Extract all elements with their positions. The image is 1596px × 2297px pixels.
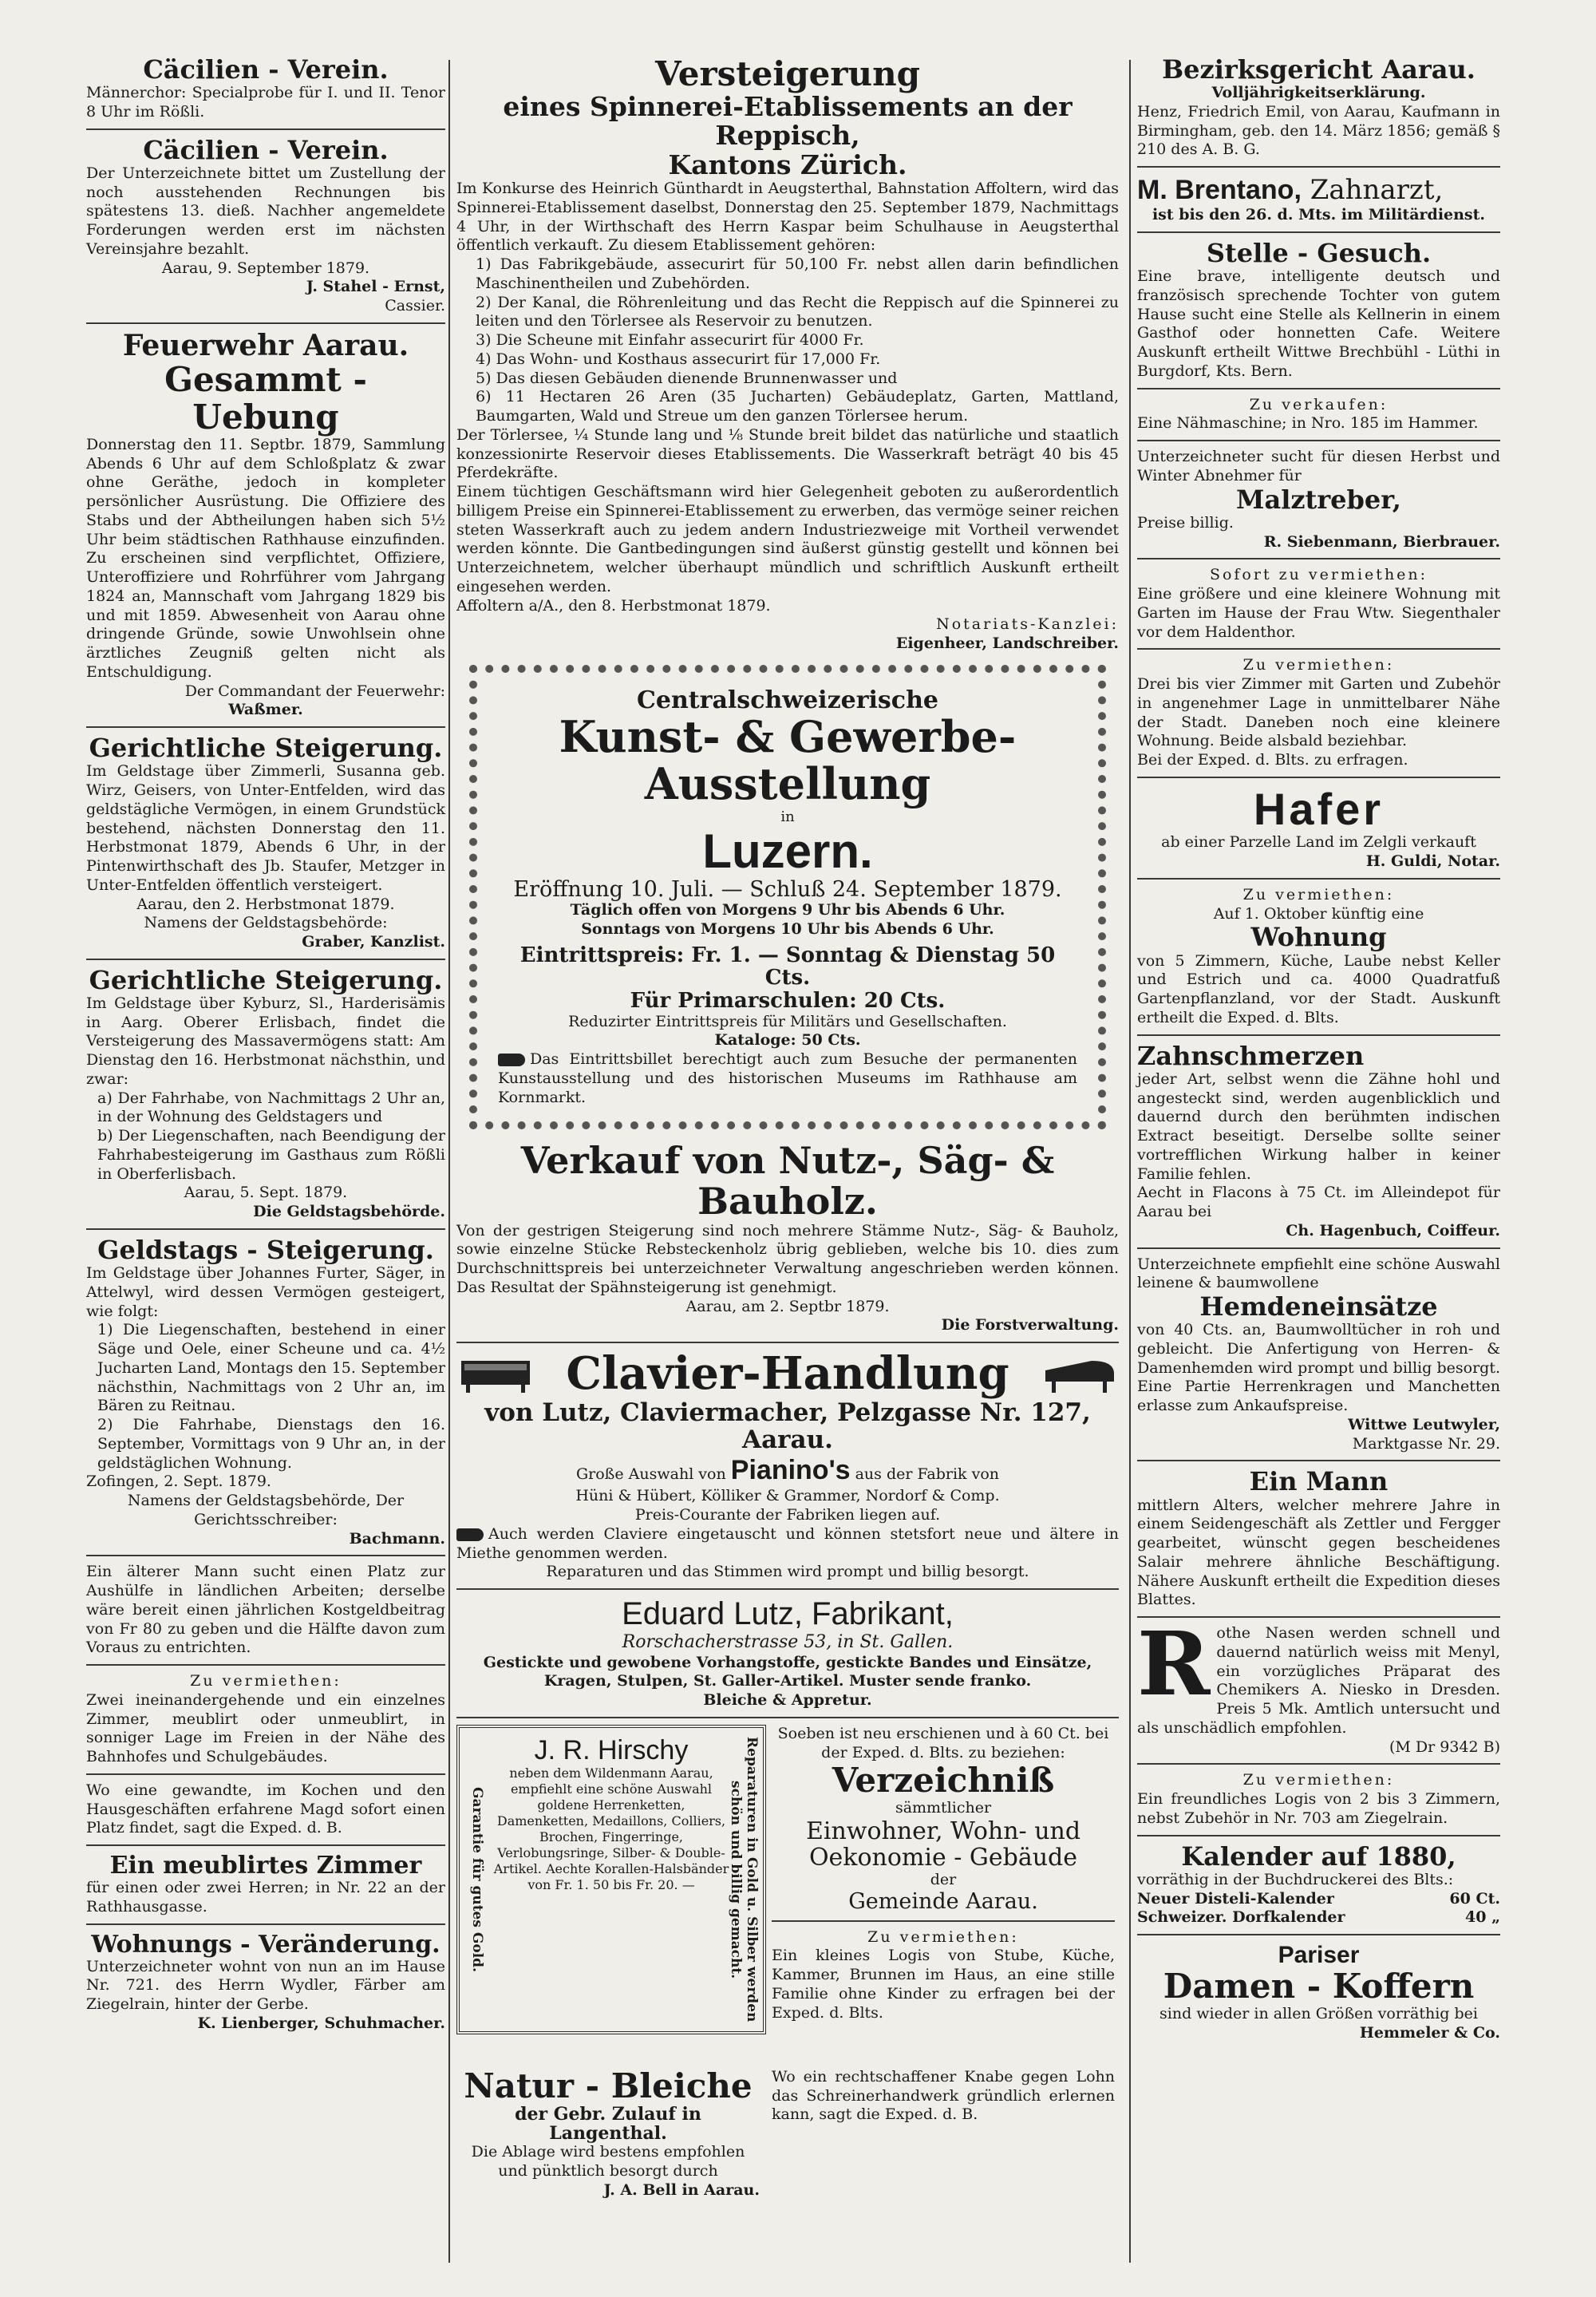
ad-malz bbox=[1137, 448, 1500, 552]
middle-column bbox=[456, 56, 1119, 2212]
knabe-text: Wo ein rechtschaffener Knabe gegen Lohn das Schreinerhandwerk gründlich erlernen kann, sagt die Exped. d. B. bbox=[772, 2067, 1115, 2124]
signature: J. A. Bell in Aarau. bbox=[603, 2180, 760, 2199]
clavier-brand: Pianino's bbox=[730, 1454, 851, 1485]
bleiche-text: Die Ablage wird bestens empfohlen und pünktlich besorgt durch bbox=[471, 2143, 745, 2180]
steigerung-text: Im Geldstage über Zimmerli, Susanna geb. Wirz, Geisers, von Unter-Entfelden, wird das geldstägliche Vermögen, in einem Grundstück bestehend, nächsten Donnerstag den 11. Herbstmonat 1879, Abends 6 Uhr, in der Pintenwirthschaft des Jb. Staufer, Metzger in Unter-Entfelden öffentlich versteigert. bbox=[86, 762, 445, 894]
right-column bbox=[1137, 56, 1500, 2050]
ad-wohnung bbox=[1137, 886, 1500, 1028]
hemden-addr: Marktgasse Nr. 29. bbox=[1352, 1434, 1500, 1453]
meubl-title: Ein meublirtes Zimmer bbox=[109, 1852, 422, 1880]
ad-verzeichniss bbox=[772, 1725, 1115, 2023]
name: Bachmann. bbox=[349, 1529, 445, 1548]
signature: Wittwe Leutwyler, bbox=[1348, 1415, 1500, 1433]
caecilien-title: Cäcilien - Verein. bbox=[143, 54, 389, 85]
ausstellung-reduced: Reduzirter Eintrittspreis für Militärs und Gesellschaften. bbox=[568, 1012, 1007, 1030]
ad-meublirtes-zimmer bbox=[86, 1852, 445, 1917]
brentano-name: M. Brentano, bbox=[1137, 175, 1302, 206]
mid-bottom-row bbox=[456, 1725, 1119, 2068]
ad-ein-mann bbox=[1137, 1468, 1500, 1610]
caecilien-text: Männerchor: Specialprobe für I. und II. Tenor 8 Uhr im Rößli. bbox=[86, 84, 445, 121]
malz-text2: Preise billig. bbox=[1137, 513, 1234, 532]
hemden-text2: von 40 Cts. an, Baumwolltücher in roh und gebleicht. Die Anfertigung von Herren- & Damenhemden wird prompt und billig besorgt. Eine Partie Herrenkragen und Manchetten erlasse zum Ankaufspreise. bbox=[1137, 1321, 1500, 1415]
hemden-text: Unterzeichnete empfiehlt eine schöne Auswahl leinene & baumwollene bbox=[1137, 1255, 1500, 1292]
piano-icon bbox=[460, 1354, 531, 1394]
hafer-text: ab einer Parzelle Land im Zelgli verkauft bbox=[1161, 833, 1476, 852]
steigerung-title: Gerichtliche Steigerung. bbox=[89, 964, 443, 995]
signature: Namens der Geldstagsbehörde, Der Gerichtsschreiber: bbox=[127, 1492, 405, 1528]
ad-magd bbox=[86, 1781, 445, 1838]
mid-final-row bbox=[456, 2068, 1119, 2212]
stelle-title: Stelle - Gesuch. bbox=[1206, 237, 1432, 268]
steigerung-text: Im Geldstage über Kyburz, Sl., Harderisämis in Aarg. Oberer Erlisbach, findet die Versteigerung des Massavermögens statt: Am Dienstag den 16. Herbstmonat nächsthin, und zwar: bbox=[86, 994, 445, 1088]
ausstellung-in: in bbox=[780, 808, 795, 825]
versteigerung-sub: eines Spinnerei-Etablissements an der Reppisch, bbox=[503, 91, 1073, 152]
meubl-text: für einen oder zwei Herren; in Nr. 22 an der Rathhausgasse. bbox=[86, 1879, 445, 1915]
zimmer3-sig: Bei der Exped. d. Blts. zu erfragen. bbox=[1137, 751, 1408, 769]
brentano-row bbox=[1137, 174, 1500, 206]
mann-title: Ein Mann bbox=[1249, 1466, 1389, 1497]
ad-wohnungen bbox=[1137, 566, 1500, 642]
ad-zahnschmerzen bbox=[1137, 1042, 1500, 1241]
ad-ausstellung bbox=[469, 665, 1106, 1130]
verzeichniss-line1: sämmtlicher bbox=[895, 1799, 992, 1817]
steigerung-title: Gerichtliche Steigerung. bbox=[89, 733, 443, 764]
clavier-line4-row bbox=[456, 1525, 1119, 1564]
zimmer3-text: Drei bis vier Zimmer mit Garten und Zubehör in angenehmer Lage in unmittelbarer Nähe der Stadt. Daneben noch eine kleinere Wohnung. Beide alsbald beziehbar. bbox=[1137, 675, 1500, 750]
kalender-row2-price: 40 „ bbox=[1465, 1908, 1500, 1927]
wohnungen-text: Eine größere und eine kleinere Wohnung mit Garten im Hause der Frau Wtw. Siegenthaler vor dem Haldenthor. bbox=[1137, 585, 1500, 641]
holz-text: Von der gestrigen Steigerung sind noch mehrere Stämme Nutz-, Säg- & Bauholz, sowie einzelne Stücke Rebsteckenholz übrig geblieben, welche bis 10. dies zum Durchschnittspreis bei unterzeichneter Verwaltung angeschrieben werden können. Das Resultat der Spähnsteigerung ist genehmigt. bbox=[456, 1221, 1119, 1296]
ad-brentano bbox=[1137, 174, 1500, 225]
clavier-line1 bbox=[456, 1453, 1119, 1488]
signature: R. Siebenmann, Bierbrauer. bbox=[1263, 532, 1500, 551]
nasen-body bbox=[1137, 1612, 1500, 1738]
holz-title: Verkauf von Nutz-, Säg- & Bauholz. bbox=[520, 1139, 1055, 1223]
ad-hirschy bbox=[456, 1725, 766, 2034]
clavier-by: von Lutz, Claviermacher, Pelzgasse Nr. 127, Aarau. bbox=[484, 1398, 1091, 1454]
signature: Namens der Geldstagsbehörde: bbox=[144, 914, 388, 932]
grand-piano-icon bbox=[1044, 1354, 1116, 1394]
ausstellung-schools: Für Primarschulen: 20 Cts. bbox=[630, 988, 946, 1013]
verzeichniss-line4: der bbox=[930, 1871, 957, 1889]
versteigerung-item: 6) 11 Hectaren 26 Aren (35 Jucharten) Gebäudeplatz, Garten, Mattland, Baumgarten, Wald und Streue um den ganzen Törlersee herum. bbox=[476, 388, 1119, 425]
column-rule-left bbox=[448, 60, 450, 2263]
zahn-text2: Aecht in Flacons à 75 Ct. im Alleindepot für Aarau bei bbox=[1137, 1184, 1500, 1221]
left-column bbox=[86, 56, 445, 2040]
bezirk-text: Henz, Friedrich Emil, von Aarau, Kaufmann in Birmingham, geb. den 14. März 1856; gemäß § 210 des A. B. G. bbox=[1137, 102, 1500, 159]
ausstellung-catalog: Kataloge: 50 Cts. bbox=[714, 1031, 861, 1050]
verzeichniss-intro: Soeben ist neu erschienen und à 60 Ct. bei der Exped. d. Blts. zu beziehen: bbox=[777, 1724, 1109, 1761]
malz-title: Malztreber, bbox=[1236, 484, 1401, 515]
stelle-text: Eine brave, intelligente deutsch und französisch sprechende Tochter von gutem Hause sucht eine Stelle als Kellnerin in einem Gasthof oder honnetten Cafe. Weitere Auskunft ertheilt Wittwe Brechbühl - Lüthi in Burgdorf, Kts. Bern. bbox=[1137, 267, 1500, 380]
wohnungen-title: Sofort zu vermiethen: bbox=[1209, 566, 1428, 584]
versteigerung-item: 5) Das diesen Gebäuden dienende Brunnenwasser und bbox=[476, 369, 898, 387]
signature: Die Geldstagsbehörde. bbox=[253, 1203, 445, 1221]
versteigerung-text3: Einem tüchtigen Geschäftsmann wird hier Gelegenheit geboten zu außerordentlich billigem Preise ein Spinnerei-Etablissement zu erwerben, das vermöge seiner reichen steten Wasserkraft auch zu jedem andern Industriezweige mit Vortheil verwendet werden könnte. Die Gantbedingungen sind äußerst günstig gestellt und können bei Unterzeichnetem, welcher überhaupt mündlich und schriftlich Auskunft ertheilt eingesehen werden. bbox=[456, 483, 1119, 595]
ausstellung-open2: Sonntags von Morgens 10 Uhr bis Abends 6 Uhr. bbox=[581, 920, 994, 939]
date: Aarau, am 2. Septbr 1879. bbox=[685, 1297, 890, 1315]
ad-lutz bbox=[456, 1596, 1119, 1710]
bezirk-sub: Volljährigkeitserklärung. bbox=[1211, 84, 1426, 102]
hirschy-side-left: Garantie für gutes Gold. bbox=[469, 1786, 485, 1972]
ausstellung-city: Luzern. bbox=[702, 824, 873, 878]
hafer-title: Hafer bbox=[1253, 783, 1385, 834]
clavier-line2: Hüni & Hübert, Kölliker & Grammer, Nordorf & Comp. bbox=[575, 1487, 1000, 1505]
wohnung-text2: von 5 Zimmern, Küche, Laube nebst Keller und Estrich und ca. 4000 Quadratfuß Gartenpflanzland, vor der Stadt. Auskunft ertheilt die Exped. d. Blts. bbox=[1137, 951, 1500, 1026]
versteigerung-text: Im Konkurse des Heinrich Günthardt in Aeugsterthal, Bahnstation Affoltern, wird das Spinnerei-Etablissement daselbst, Donnerstag den 25. September 1879, Nachmittags 4 Uhr, in der Wirthschaft des Herrn Kaspar beim Schulhause in Aeugsterthal öffentlich verkauft. Zu diesem Etablissement gehören: bbox=[456, 180, 1119, 255]
ad-holz bbox=[456, 1141, 1119, 1335]
kalender-title: Kalender auf 1880, bbox=[1181, 1840, 1456, 1872]
clavier-line3: Preis-Courante der Fabriken liegen auf. bbox=[634, 1506, 941, 1524]
ad-geldstags bbox=[86, 1236, 445, 1548]
ad-bezirk bbox=[1137, 56, 1500, 160]
clavier-line1-text: Große Auswahl von bbox=[575, 1465, 726, 1483]
ad-wohnungs-veraenderung bbox=[86, 1931, 445, 2034]
zimmer-text: Zwei ineinandergehende und ein einzelnes Zimmer, meublirt oder unmeublirt, in sonniger Lage im Freien in der Nähe des Bahnhofes und Schulgebäudes. bbox=[86, 1690, 445, 1766]
nasen-code: (M Dr 9342 B) bbox=[1389, 1738, 1500, 1756]
wohnung-title: Zu vermiethen: bbox=[1242, 885, 1395, 903]
versteigerung-items bbox=[456, 255, 1119, 426]
nasen-text: othe Nasen werden schnell und dauernd natürlich weiss mit Menyl, ein vorzügliches Präparat des Chemikers A. Niesko in Dresden. Preis 5 Mk. Amtlich untersucht und als unschädlich empfohlen. bbox=[1137, 1624, 1500, 1737]
item-a: a) Der Fahrhabe, von Nachmittags 2 Uhr an, in der Wohnung des Geldstagers und bbox=[97, 1089, 445, 1126]
hirschy-name: J. R. Hirschy bbox=[534, 1734, 689, 1765]
ausstellung-open1: Täglich offen von Morgens 9 Uhr bis Abends 6 Uhr. bbox=[570, 901, 1005, 919]
wohnung-text: Auf 1. Oktober künftig eine bbox=[1213, 904, 1424, 923]
date: Affoltern a/A., den 8. Herbstmonat 1879. bbox=[456, 596, 771, 615]
koffern-title2: Damen - Koffern bbox=[1163, 1967, 1475, 2006]
lutz-text: Gestickte und gewobene Vorhangstoffe, gestickte Bandes und Einsätze, Kragen, Stulpen, St. Galler-Artikel. Muster sende franko. bbox=[483, 1653, 1092, 1690]
clavier-title: Clavier-Handlung bbox=[566, 1347, 1009, 1401]
wohnungs-title: Wohnungs - Veränderung. bbox=[91, 1930, 440, 1959]
logis2-text: Ein freundliches Logis von 2 bis 3 Zimmern, nebst Zubehör in Nr. 703 am Ziegelrain. bbox=[1137, 1790, 1500, 1827]
signature: Eigenheer, Landschreiber. bbox=[895, 635, 1119, 653]
verzeichniss-line5: Gemeinde Aarau. bbox=[848, 1888, 1038, 1914]
versteigerung-item: 3) Die Scheune mit Einfahr assecurirt für 4000 Fr. bbox=[476, 331, 864, 350]
naehmaschine-title: Zu verkaufen: bbox=[1249, 395, 1389, 413]
hemden-title: Hemdeneinsätze bbox=[1199, 1291, 1438, 1322]
date: Aarau, 9. September 1879. bbox=[161, 259, 370, 277]
ad-steigerung-1 bbox=[86, 734, 445, 952]
pointing-hand-icon bbox=[456, 1528, 484, 1541]
verzeichniss-title: Verzeichniß bbox=[832, 1761, 1055, 1801]
item-2: 2) Die Fahrhabe, Dienstags den 16. September, Vormittags von 9 Uhr an, in der geldstäglichen Wohnung. bbox=[97, 1416, 445, 1472]
mann-text: Ein älterer Mann sucht einen Platz zur Aushülfe in ländlichen Arbeiten; derselbe wäre bereit einen jährlichen Kostgeldbeitrag von Fr 80 zu geben und die Hälfte davon zum Voraus zu entrichten. bbox=[86, 1563, 445, 1657]
wohnung-head: Wohnung bbox=[1250, 922, 1387, 953]
ad-logis2 bbox=[1137, 1771, 1500, 1828]
nasen-initial: R bbox=[1137, 1612, 1211, 1716]
signature: Die Forstverwaltung. bbox=[941, 1316, 1119, 1334]
date: Zofingen, 2. Sept. 1879. bbox=[86, 1473, 271, 1491]
ad-zimmer bbox=[86, 1672, 445, 1767]
ad-rothe-nasen bbox=[1137, 1612, 1500, 1757]
ad-caecilien-1 bbox=[86, 56, 445, 122]
bezirk-title: Bezirksgericht Aarau. bbox=[1162, 54, 1476, 85]
koffern-text: sind wieder in allen Größen vorräthig bei bbox=[1159, 2005, 1478, 2023]
ausstellung-title: Kunst- & Gewerbe-Ausstellung bbox=[559, 710, 1017, 810]
kalender-row-1 bbox=[1137, 1890, 1500, 1909]
zimmer-title: Zu vermiethen: bbox=[190, 1672, 342, 1690]
ad-hafer bbox=[1137, 785, 1500, 872]
kalender-row1-label: Neuer Disteli-Kalender bbox=[1137, 1889, 1334, 1908]
signature: Ch. Hagenbuch, Coiffeur. bbox=[1286, 1221, 1500, 1239]
ausstellung-dates: Eröffnung 10. Juli. — Schluß 24. September 1879. bbox=[513, 876, 1062, 902]
signature: K. Lienberger, Schuhmacher. bbox=[197, 2014, 445, 2032]
naehmaschine-text: Eine Nähmaschine; in Nro. 185 im Hammer. bbox=[1137, 414, 1479, 433]
ad-koffern bbox=[1137, 1942, 1500, 2043]
malz-text: Unterzeichneter sucht für diesen Herbst und Winter Abnehmer für bbox=[1137, 448, 1500, 484]
signature: Der Commandant der Feuerwehr: bbox=[184, 682, 445, 700]
signature: H. Guldi, Notar. bbox=[1365, 852, 1500, 871]
feuerwehr-title: Feuerwehr Aarau. bbox=[122, 328, 409, 362]
kalender-row-2 bbox=[1137, 1908, 1500, 1927]
brentano-text: ist bis den 26. d. Mts. im Militärdienst. bbox=[1152, 206, 1486, 224]
lutz-name: Eduard Lutz, Fabrikant, bbox=[622, 1596, 954, 1632]
ad-feuerwehr bbox=[86, 330, 445, 720]
bleiche-sub: der Gebr. Zulauf in Langenthal. bbox=[515, 2103, 701, 2145]
ad-naehmaschine bbox=[1137, 396, 1500, 434]
ausstellung-price: Eintrittspreis: Fr. 1. — Sonntag & Dienstag 50 Cts. bbox=[519, 943, 1056, 990]
clavier-line4: Auch werden Claviere eingetauscht und können stetsfort neue und ältere in Miethe genommen werden. bbox=[456, 1524, 1119, 1562]
clavier-line5: Reparaturen und das Stimmen wird prompt und billig besorgt. bbox=[546, 1563, 1029, 1581]
logis-text: Ein kleines Logis von Stube, Küche, Kammer, Brunnen im Haus, an eine stille Familie ohne Kinder zu erfragen bei der Exped. d. Blts. bbox=[772, 1947, 1115, 2022]
ad-steigerung-2 bbox=[86, 964, 445, 1222]
ausstellung-note-row bbox=[498, 1050, 1077, 1107]
ad-knabe bbox=[772, 2068, 1115, 2125]
zahn-title: Zahnschmerzen bbox=[1137, 1040, 1365, 1071]
ad-versteigerung bbox=[456, 56, 1119, 654]
lutz-addr: Rorschacherstrasse 53, in St. Gallen. bbox=[622, 1632, 954, 1653]
clavier-line1b: aus der Fabrik von bbox=[855, 1465, 999, 1483]
versteigerung-text2: Der Törlersee, ¼ Stunde lang und ⅛ Stunde breit bildet das natürliche und staatlich konzessionirte Reservoir dieses Etablissements. Die Wasserkraft beträgt 40 bis 45 Pferdekräfte. bbox=[456, 425, 1119, 482]
name: Waßmer. bbox=[228, 701, 303, 719]
ausstellung-pre: Centralschweizerische bbox=[637, 686, 938, 714]
caecilien-text: Der Unterzeichnete bittet um Zustellung der noch ausstehenden Rechnungen bis spätestens 13. dieß. Nachher angemeldete Forderungen werden erst im nächsten Vereinsjahre bezahlt. bbox=[86, 164, 445, 258]
column-rule-right bbox=[1129, 60, 1131, 2263]
magd-text: Wo eine gewandte, im Kochen und den Hausgeschäften erfahrene Magd sofort einen Platz findet, sagt die Exped. d. B. bbox=[86, 1781, 445, 1837]
ad-caecilien-2 bbox=[86, 136, 445, 316]
signature: J. Stahel - Ernst, bbox=[306, 278, 445, 296]
item-1: 1) Die Liegenschaften, bestehend in einer Säge und Oele, einer Scheune und ca. 4½ Jucharten Land, Montags den 15. September nächsthin, Nachmittags von 2 Uhr an, im Bären zu Reitnau. bbox=[97, 1321, 445, 1415]
bleiche-title: Natur - Bleiche bbox=[464, 2066, 753, 2105]
kalender-row2-label: Schweizer. Dorfkalender bbox=[1137, 1908, 1345, 1927]
date: Aarau, den 2. Herbstmonat 1879. bbox=[136, 895, 395, 913]
caecilien-title: Cäcilien - Verein. bbox=[143, 134, 389, 165]
ausstellung-note: Das Eintrittsbillet berechtigt auch zum Besuche der permanenten Kunstausstellung und des historischen Museums im Rathhause am Kornmarkt. bbox=[498, 1050, 1077, 1106]
verzeichniss-line3: Oekonomie - Gebäude bbox=[808, 1844, 1078, 1872]
feuerwehr-text: Donnerstag den 11. Septbr. 1879, Sammlung Abends 6 Uhr auf dem Schloßplatz & zwar ohne Geräthe, jedoch in kompleter persönlicher Ausrüstung. Die Offiziere des Stabs und der Abtheilungen haben sich 5½ Uhr beim städtischen Rathhause einzufinden. Zu erscheinen sind verpflichtet, Offiziere, Unteroffiziere und Rohrführer vom Jahrgang 1824 an, Mannschaft vom Jahrgang 1829 bis und mit 1859. Abwesenheit von Aarau ohne dringende Gründe, sowie Unwohlsein ohne ärztliches Zeugniß gelten nicht als Entschuldigung. bbox=[86, 435, 445, 681]
logis-title: Zu vermiethen: bbox=[867, 1927, 1019, 1946]
kalender-text: vorräthig in der Buchdruckerei des Blts.: bbox=[1137, 1870, 1454, 1888]
verzeichniss-line2: Einwohner, Wohn- und bbox=[805, 1817, 1081, 1846]
kalender-row1-price: 60 Ct. bbox=[1449, 1889, 1500, 1908]
hirschy-text: neben dem Wildenmann Aarau, empfiehlt eine schöne Auswahl goldene Herrenketten, Damenketten, Medaillons, Colliers, Brochen, Fingerringe, Verlobungsringe, Silber- & Double-Artikel. Aechte Korallen-Halsbänder von Fr. 1. 50 bis Fr. 20. — bbox=[493, 1765, 729, 1893]
hirschy-side-right: Reparaturen in Gold u. Silber werden schön und billig gemacht. bbox=[728, 1737, 760, 2022]
lutz-text2: Bleiche & Appretur. bbox=[703, 1691, 872, 1710]
ad-clavier bbox=[456, 1347, 1119, 1582]
koffern-title1: Pariser bbox=[1278, 1942, 1360, 1969]
feuerwehr-headline: Gesammt - Uebung bbox=[164, 360, 367, 437]
ad-stelle bbox=[1137, 239, 1500, 382]
geldstags-text: Im Geldstage über Johannes Furter, Säger, in Attelwyl, wird dessen Vermögen gesteigert, wie folgt: bbox=[86, 1264, 445, 1320]
name: Graber, Kanzlist. bbox=[302, 933, 445, 951]
zimmer3-title: Zu vermiethen: bbox=[1242, 656, 1395, 674]
item-b: b) Der Liegenschaften, nach Beendigung der Fahrhabesteigerung im Gasthaus zum Rößli in Oberferlisbach. bbox=[97, 1127, 445, 1183]
date: Aarau, 5. Sept. 1879. bbox=[184, 1184, 348, 1202]
ad-zimmer3 bbox=[1137, 656, 1500, 770]
ad-bleiche bbox=[456, 2068, 760, 2200]
versteigerung-item: 1) Das Fabrikgebäude, assecurirt für 50,100 Fr. nebst allen darin befindlichen Maschinentheilen und Zubehörden. bbox=[476, 255, 1119, 292]
wohnungs-text: Unterzeichneter wohnt von nun an im Hause Nr. 721. des Herrn Wydler, Färber am Ziegelrain, hinter der Gerbe. bbox=[86, 1957, 445, 2014]
ad-kalender bbox=[1137, 1840, 1500, 1927]
versteigerung-item: 4) Das Wohn- und Kosthaus assecurirt für 17,000 Fr. bbox=[476, 350, 881, 368]
office: Notariats-Kanzlei: bbox=[936, 615, 1119, 634]
ad-hemden bbox=[1137, 1255, 1500, 1454]
versteigerung-item: 2) Der Kanal, die Röhrenleitung und das Recht die Reppisch auf die Spinnerei zu leiten und den Törlersee als Reservoir zu benutzen. bbox=[476, 293, 1119, 330]
pointing-hand-icon bbox=[498, 1054, 525, 1066]
signature: Hemmeler & Co. bbox=[1359, 2024, 1500, 2042]
role: Cassier. bbox=[385, 297, 445, 315]
geldstags-title: Geldstags - Steigerung. bbox=[97, 1234, 434, 1265]
ad-mann bbox=[86, 1563, 445, 1658]
mann-text: mittlern Alters, welcher mehrere Jahre in einem Seidengeschäft als Zettler und Fergger gearbeitet, wünscht gegen bescheidenes Salair mehrere ähnliche Beschäftigung. Nähere Auskunft ertheilt die Expedition dieses Blattes. bbox=[1137, 1496, 1500, 1609]
brentano-role: Zahnarzt, bbox=[1310, 174, 1444, 207]
versteigerung-sub2: Kantons Zürich. bbox=[668, 148, 907, 180]
zahn-text: jeder Art, selbst wenn die Zähne hohl und angesteckt sind, werden augenblicklich und dauernd durch den berühmten indischen Extract beseitigt. Derselbe sollte seiner vortrefflichen Wirkung halber in keiner Familie fehlen. bbox=[1137, 1069, 1500, 1183]
versteigerung-title: Versteigerung bbox=[655, 54, 920, 93]
logis2-title: Zu vermiethen: bbox=[1242, 1771, 1395, 1789]
